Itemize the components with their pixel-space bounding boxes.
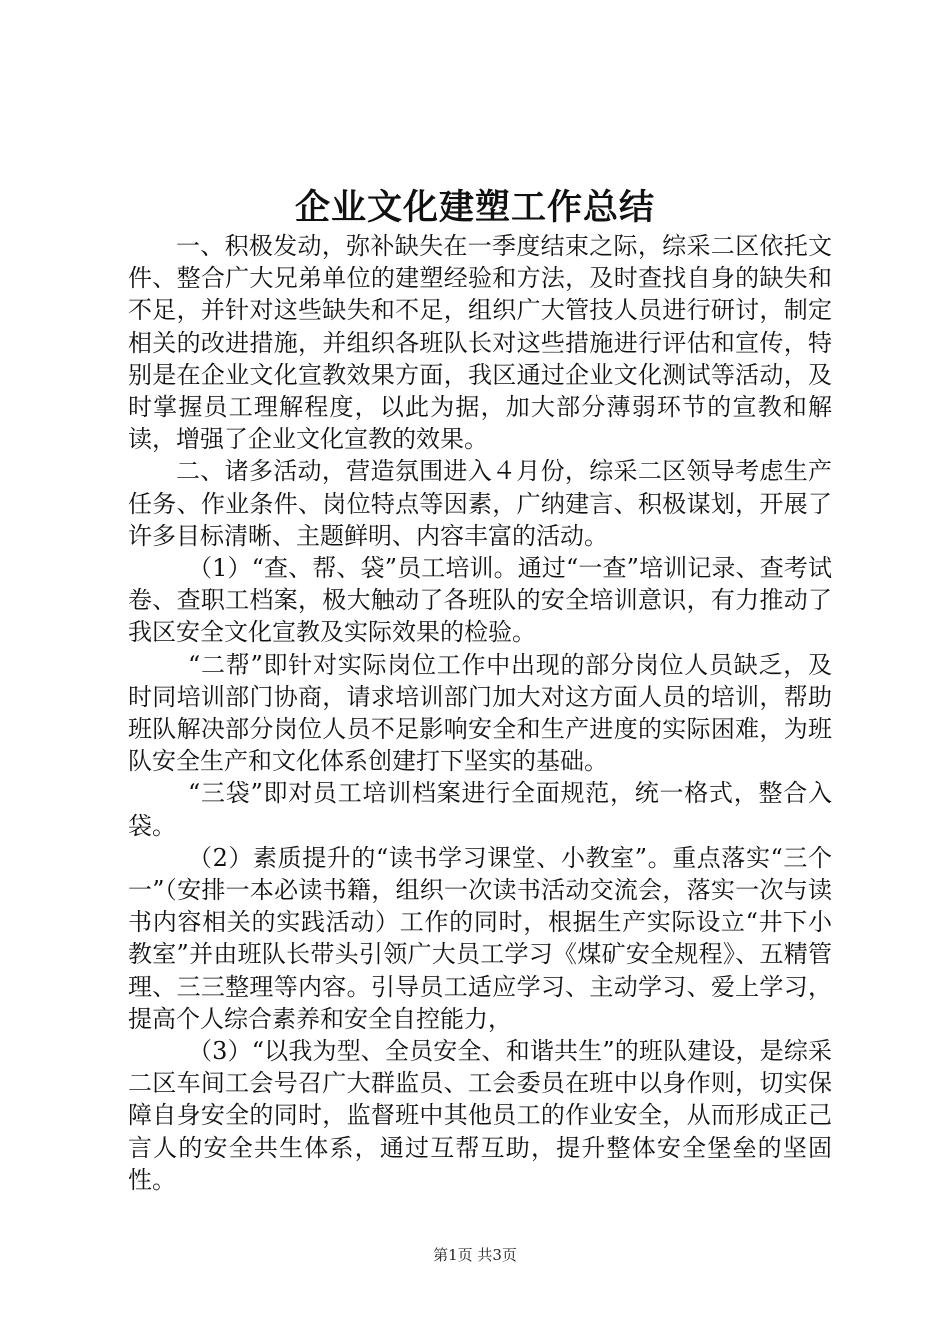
paragraph-1-mobilize: 一、积极发动，弥补缺失在一季度结束之际，综采二区依托文件、整合广大兄弟单位的建塑经验和方法，及时查找自身的缺失和不足，并针对这些缺失和不足，组织广大管技人员进行研讨，制定相关的改进措施，并组织各班队长对这些措施进行评估和宣传，特别是在企业文化宣教效果方面，我区通过企业文化测试等活动，及时掌握员工理解程度，以此为据，加大部分薄弱环节的宣教和解读，增强了企业文化宣教的效果。 — [128, 232, 832, 454]
document-title: 企业文化建塑工作总结 — [294, 187, 655, 228]
paragraph-3-training: （1）“查、帮、袋”员工培训。通过“一查”培训记录、查考试卷、查职工档案，极大触动了各班队的安全培训意识，有力推动了我区安全文化宣教及实际效果的检验。 — [128, 554, 832, 647]
paragraph-6-reading-classroom: （2）素质提升的“读书学习课堂、小教室”。重点落实“三个一”（安排一本必读书籍，组织一次读书活动交流会，落实一次与读书内容相关的实践活动）工作的同时，根据生产实际设立“井下小教室”并由班队长带头引领广大员工学习《煤矿安全规程》、五精管理、三三整理等内容。引导员工适应学习、主动学习、爱上学习，提高个人综合素养和安全自控能力， — [128, 843, 832, 1033]
paragraph-4-second-help: “二帮”即针对实际岗位工作中出现的部分岗位人员缺乏，及时同培训部门协商，请求培训部门加大对这方面人员的培训，帮助班队解决部分岗位人员不足影响安全和生产进度的实际困难，为班队安全生产和文化体系创建打下坚实的基础。 — [128, 650, 832, 776]
paragraph-2-activities: 二、诸多活动，营造氛围进入４月份，综采二区领导考虑生产任务、作业条件、岗位特点等因素，广纳建言、积极谋划，开展了许多目标清晰、主题鲜明、内容丰富的活动。 — [128, 457, 832, 550]
paragraph-7-team-building: （3）“以我为型、全员安全、和谐共生”的班队建设，是综采二区车间工会号召广大群监员、工会委员在班中以身作则，切实保障自身安全的同时，监督班中其他员工的作业安全，从而形成正己言人的安全共生体系，通过互帮互助，提升整体安全堡垒的坚固性。 — [128, 1037, 832, 1194]
page-number-footer: 第1页 共3页 — [433, 1246, 517, 1264]
document-body — [128, 230, 832, 1196]
paragraph-5-third-bag: “三袋”即对员工培训档案进行全面规范，统一格式，整合入袋。 — [128, 779, 832, 840]
